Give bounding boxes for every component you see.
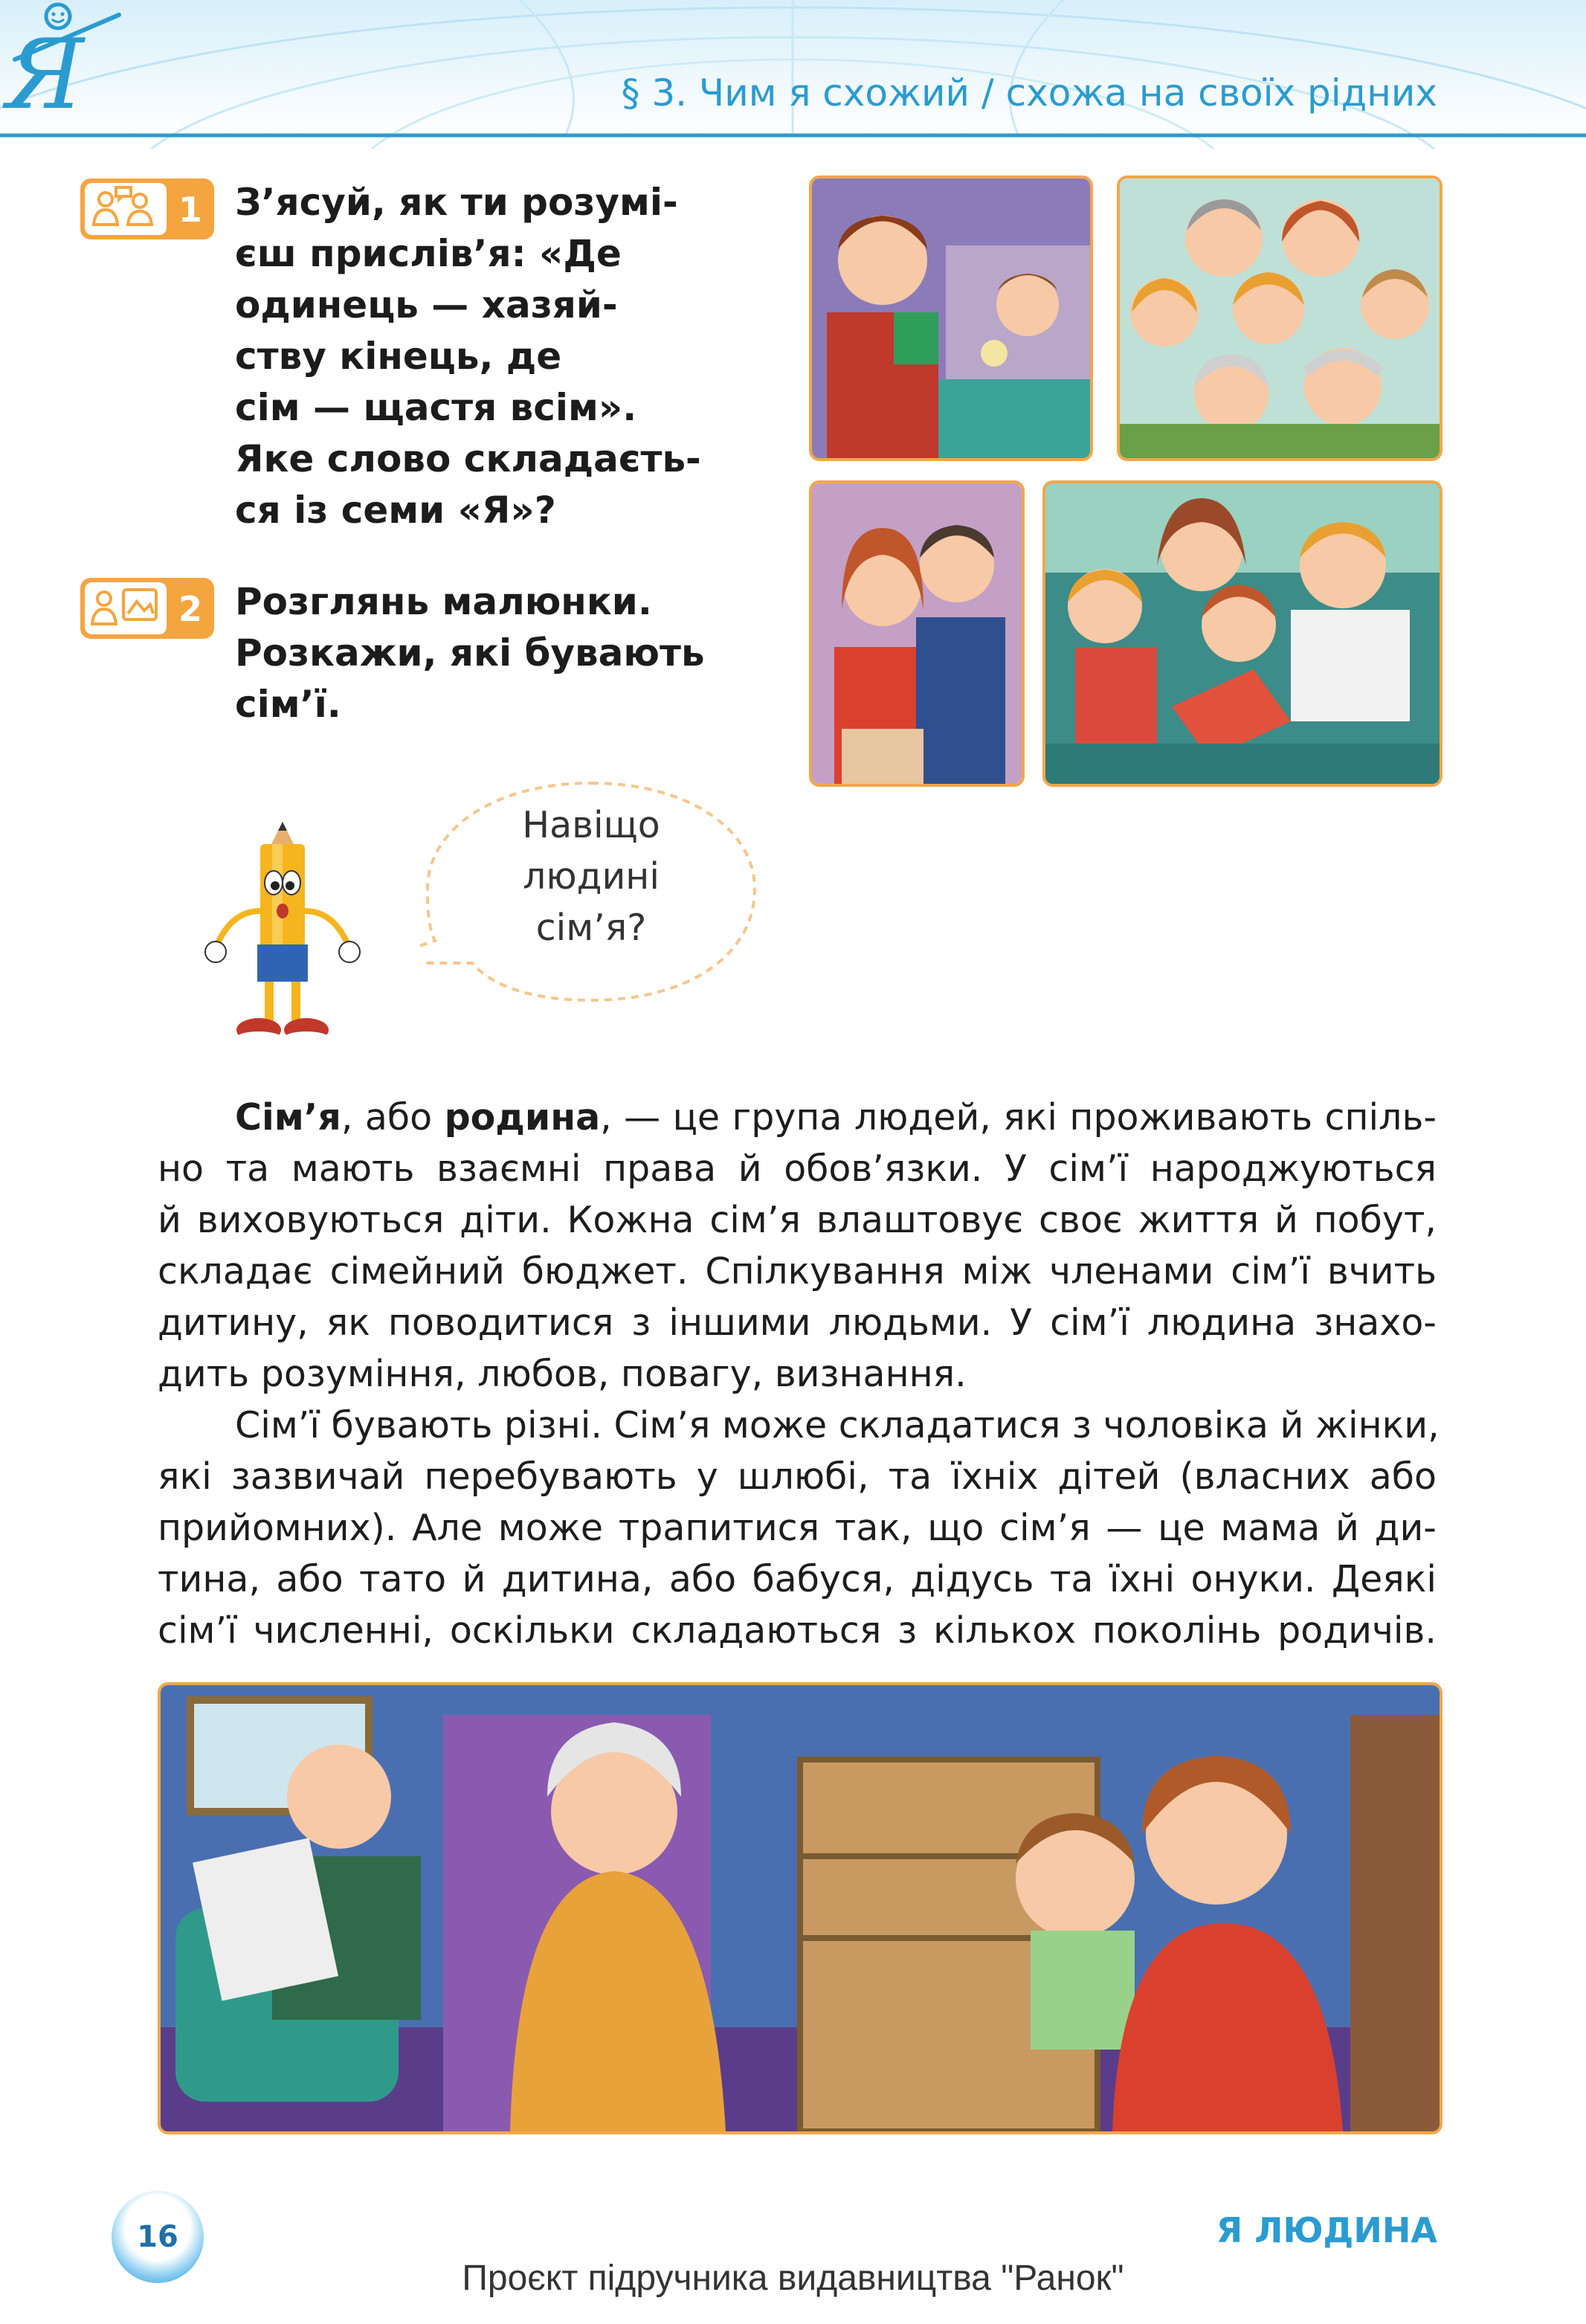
pencil-mascot-icon: [201, 814, 364, 1052]
page-number: 16: [112, 2191, 204, 2283]
task-1-badge: [79, 177, 216, 241]
task-2-badge: [79, 576, 216, 640]
picture-family-reading: [1042, 480, 1442, 787]
term-family: Сім’я: [235, 1096, 341, 1139]
term-kin: родина: [444, 1096, 601, 1139]
paragraph-family-definition: Сім’я, або родина, — це група людей, які проживають спіль- но та мають взаємні права й обов’язки. У сім’ї народжуються й виховуються діти. Кожна сім’я влаштовує своє життя й побут, складає сімейний бюджет. Спілкування між членами сім’ї вчить дитину, як поводитися з іншими людьми. У сім’ї людина знахо- дить розуміння, любов, повагу, визнання.: [158, 1096, 1437, 1395]
paragraph-family-types: Сім’ї бувають різні. Сім’я може складатися з чоловіка й жінки, які зазвичай перебувають у шлюбі, та їхніх дітей (власних або прийомних). Але може трапитися так, що сім’я — це мама й ди- тина, або тато й дитина, або бабуся, дідусь та їхні онуки. Деякі сім’ї численні, оскільки складаються з кількох поколінь родичів.: [158, 1404, 1440, 1652]
picture-father-reading: [809, 176, 1093, 461]
task-1-text: З’ясуй, як ти розумі- єш прислів’я: «Де одинець — хазяй- ству кінець, де сім — щастя всім». Яке слово складаєть- ся із семи «Я»?: [235, 181, 701, 532]
picture-couple: [809, 480, 1025, 787]
footer-section-name: Я ЛЮДИНА: [1216, 2210, 1437, 2250]
logo-letter: Я: [6, 18, 84, 112]
picture-large-family: [1117, 176, 1442, 461]
svg-text:1: 1: [178, 190, 203, 230]
publisher-note: Проєкт підручника видавництва "Ранок": [462, 2259, 1124, 2298]
section-title: § 3. Чим я схожий / схожа на своїх рідних: [621, 71, 1437, 115]
task-2-text: Розглянь малюнки. Розкажи, які бувають сім’ї.: [235, 580, 705, 726]
speech-bubble-text: Навіщо людині сім’я?: [522, 804, 660, 949]
logo-icon: [0, 0, 126, 112]
picture-multigeneration-family: [158, 1682, 1442, 2134]
svg-text:2: 2: [178, 589, 203, 629]
page-header: [0, 0, 1586, 149]
